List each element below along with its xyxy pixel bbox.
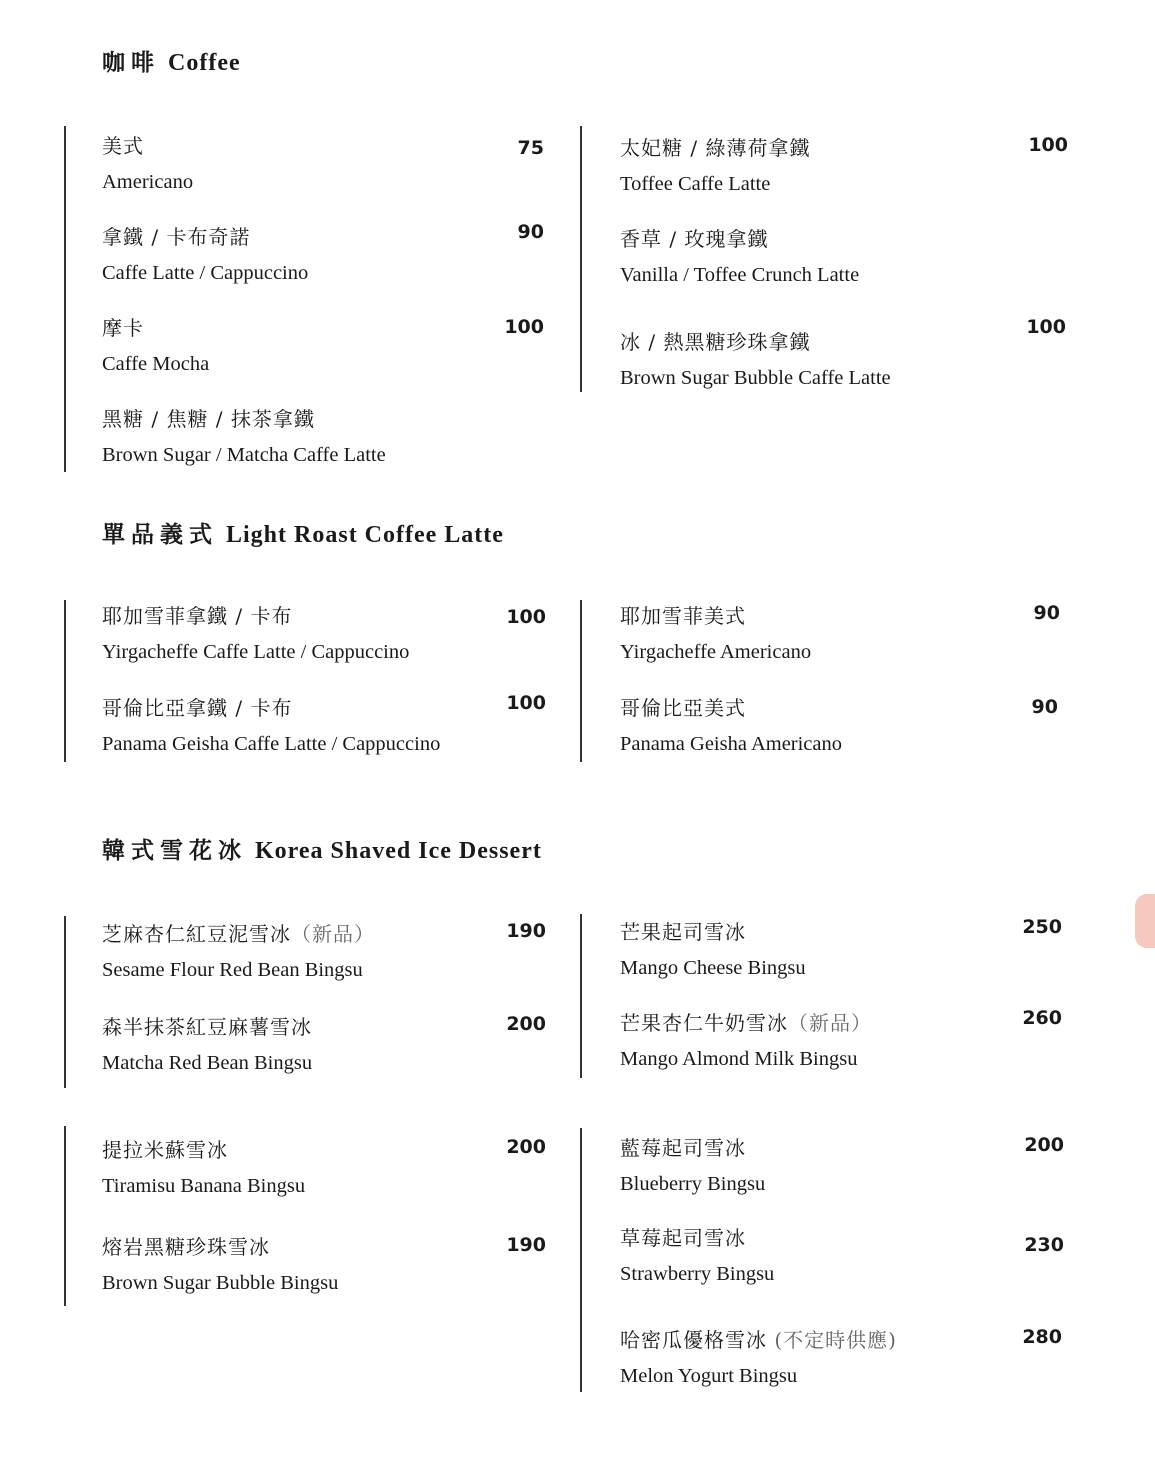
item-name-zh: 太妃糖 / 綠薄荷拿鐵 — [620, 136, 811, 160]
menu-item — [620, 916, 806, 980]
item-name-zh: 熔岩黑糖珍珠雪冰 — [102, 1235, 270, 1259]
item-price: 100 — [506, 606, 546, 628]
menu-item — [620, 692, 842, 756]
section-title-zh: 韓式雪花冰 — [102, 837, 247, 864]
item-name-en: Sesame Flour Red Bean Bingsu — [102, 959, 363, 981]
menu-column-shaved-ice-left-1 — [64, 916, 556, 1088]
item-name-en: Vanilla / Toffee Crunch Latte — [620, 264, 860, 286]
item-name-zh: 芒果起司雪冰 — [620, 920, 746, 944]
menu-item — [102, 403, 386, 467]
item-name-zh-text: 哈密瓜優格雪冰 — [620, 1328, 767, 1352]
item-name-en: Mango Almond Milk Bingsu — [620, 1048, 858, 1070]
item-name-zh — [102, 918, 375, 947]
item-name-zh: 摩卡 — [102, 316, 144, 340]
section-title-shaved-ice — [102, 832, 542, 865]
menu-column-light-roast-right — [580, 600, 1082, 762]
item-name-zh: 香草 / 玫瑰拿鐵 — [620, 227, 769, 251]
menu-item — [102, 130, 193, 194]
item-price: 200 — [1024, 1134, 1064, 1156]
item-name-zh: 藍莓起司雪冰 — [620, 1136, 746, 1160]
item-price: 200 — [506, 1013, 546, 1035]
item-price: 75 — [517, 137, 544, 159]
menu-item — [102, 221, 308, 285]
item-name-zh — [620, 1324, 897, 1353]
item-name-en: Yirgacheffe Americano — [620, 641, 812, 663]
item-price: 100 — [504, 316, 544, 338]
item-price: 100 — [1028, 134, 1068, 156]
item-name-zh: 哥倫比亞美式 — [620, 696, 746, 720]
item-name-zh: 冰 / 熱黑糖珍珠拿鐵 — [620, 330, 811, 354]
item-name-en: Americano — [102, 171, 194, 193]
menu-item — [102, 692, 440, 756]
menu-item — [102, 312, 209, 376]
menu-item — [620, 223, 859, 287]
item-price: 280 — [1022, 1326, 1062, 1348]
item-name-en: Brown Sugar / Matcha Caffe Latte — [102, 444, 386, 466]
menu-item — [620, 1222, 774, 1286]
item-name-en: Blueberry Bingsu — [620, 1173, 766, 1195]
item-price: 250 — [1022, 916, 1062, 938]
item-name-zh: 美式 — [102, 134, 144, 158]
item-name-en: Caffe Mocha — [102, 353, 210, 375]
item-name-zh-text: 芒果杏仁牛奶雪冰 — [620, 1011, 788, 1035]
menu-item — [620, 1324, 897, 1388]
item-name-zh: 耶加雪菲拿鐵 / 卡布 — [102, 604, 293, 628]
section-title-light-roast — [102, 516, 504, 549]
section-title-en: Coffee — [168, 50, 241, 76]
menu-column-shaved-ice-left-2 — [64, 1126, 556, 1306]
menu-item — [620, 326, 891, 390]
menu-item — [102, 918, 375, 982]
item-price: 90 — [517, 221, 544, 243]
item-price: 200 — [506, 1136, 546, 1158]
item-name-zh-text: 芝麻杏仁紅豆泥雪冰 — [102, 922, 291, 946]
item-name-zh: 哥倫比亞拿鐵 / 卡布 — [102, 696, 293, 720]
item-price: 90 — [1031, 696, 1058, 718]
item-name-zh — [620, 1007, 872, 1036]
section-title-coffee — [102, 44, 241, 77]
item-name-en: Toffee Caffe Latte — [620, 173, 771, 195]
item-name-zh: 草莓起司雪冰 — [620, 1226, 746, 1250]
page-edge-tab — [1135, 894, 1155, 948]
menu-item — [620, 1132, 765, 1196]
item-name-en: Caffe Latte / Cappuccino — [102, 262, 309, 284]
menu-item — [620, 600, 811, 664]
item-name-zh: 拿鐵 / 卡布奇諾 — [102, 225, 251, 249]
item-name-en: Matcha Red Bean Bingsu — [102, 1052, 313, 1074]
menu-column-coffee-right — [580, 126, 1082, 392]
item-price: 190 — [506, 920, 546, 942]
item-price: 230 — [1024, 1234, 1064, 1256]
menu-item — [620, 132, 810, 196]
menu-item — [102, 600, 409, 664]
item-name-en: Panama Geisha Caffe Latte / Cappuccino — [102, 733, 441, 755]
section-title-zh: 咖啡 — [102, 49, 160, 76]
menu-item — [102, 1231, 338, 1295]
item-price: 260 — [1022, 1007, 1062, 1029]
section-title-zh: 單品義式 — [102, 521, 218, 548]
item-price: 90 — [1033, 602, 1060, 624]
item-price: 100 — [1026, 316, 1066, 338]
item-name-zh: 黑糖 / 焦糖 / 抹茶拿鐵 — [102, 407, 315, 431]
menu-item — [102, 1011, 312, 1075]
item-note: （新品） — [291, 922, 375, 946]
item-name-en: Mango Cheese Bingsu — [620, 957, 806, 979]
menu-column-shaved-ice-right-2 — [580, 1128, 1082, 1392]
menu-column-light-roast-left — [64, 600, 556, 762]
menu-column-coffee-left — [64, 126, 546, 472]
item-name-zh: 耶加雪菲美式 — [620, 604, 746, 628]
menu-column-shaved-ice-right-1 — [580, 914, 1082, 1078]
item-name-en: Yirgacheffe Caffe Latte / Cappuccino — [102, 641, 410, 663]
item-note: （新品） — [788, 1011, 872, 1035]
item-name-en: Melon Yogurt Bingsu — [620, 1365, 798, 1387]
menu-item — [620, 1007, 872, 1071]
item-name-en: Brown Sugar Bubble Bingsu — [102, 1272, 339, 1294]
section-title-en: Korea Shaved Ice Dessert — [255, 838, 542, 864]
item-name-zh: 森半抹茶紅豆麻薯雪冰 — [102, 1015, 312, 1039]
item-price: 190 — [506, 1234, 546, 1256]
item-price: 100 — [506, 692, 546, 714]
item-name-en: Strawberry Bingsu — [620, 1263, 775, 1285]
menu-item — [102, 1134, 305, 1198]
section-title-en: Light Roast Coffee Latte — [226, 522, 504, 548]
item-name-en: Tiramisu Banana Bingsu — [102, 1175, 306, 1197]
item-note: (不定時供應) — [767, 1328, 897, 1352]
item-name-en: Panama Geisha Americano — [620, 733, 843, 755]
item-name-en: Brown Sugar Bubble Caffe Latte — [620, 367, 891, 389]
item-name-zh: 提拉米蘇雪冰 — [102, 1138, 228, 1162]
